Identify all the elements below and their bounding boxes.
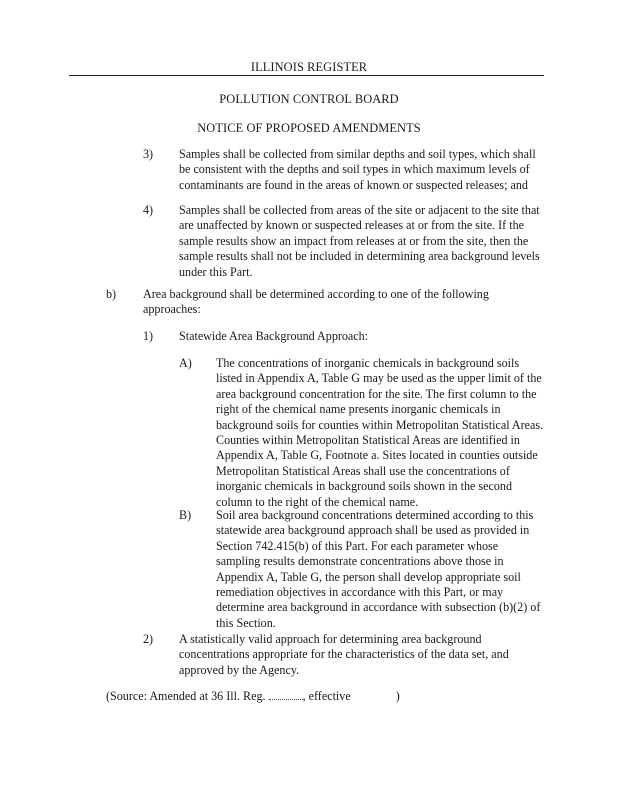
board-title: POLLUTION CONTROL BOARD (219, 92, 399, 106)
item-3-text (179, 147, 545, 193)
item-b2-number: 2) (143, 632, 154, 646)
item-b1A-number: A) (179, 356, 192, 370)
source-middle: , effective (302, 689, 351, 703)
item-b1B-text (216, 508, 544, 631)
item-b2-paragraph: A statistically valid approach for determining area background concentrations appropriate for the characteristics of the data set, and approved by the Agency. (179, 632, 509, 677)
register-title: ILLINOIS REGISTER (250, 60, 368, 74)
notice-title: NOTICE OF PROPOSED AMENDMENTS (197, 121, 421, 135)
item-b1-text (179, 329, 545, 344)
item-4-paragraph: Samples shall be collected from areas of the site or adjacent to the site that are unaffected by known or suspected releases at or from the site. If the sample results show an impact from releases at or from the site, then the sample results shall not be included in determining area background levels under this Part. (179, 203, 540, 279)
item-4-number: 4) (143, 203, 154, 217)
source-prefix: (Source: Amended at 36 Ill. Reg. (106, 689, 266, 703)
item-b1A-text (216, 356, 544, 510)
item-3-paragraph: Samples shall be collected from similar depths and soil types, which shall be consistent with the depths and soil types in which maximum levels of contaminants are found in the areas of known or suspected releases; and (179, 147, 536, 192)
item-4-text (179, 203, 545, 280)
subsection-b-number: b) (106, 287, 117, 301)
source-suffix: ) (395, 689, 400, 703)
header-rule (69, 75, 544, 76)
item-b1B-paragraph: Soil area background concentrations determined according to this statewide area background approach shall be used as provided in Section 742.415(b) of this Part. For each parameter whose sampling results demonstrate concentrations above those in Appendix A, Table G, the person shall develop appropriate soil remediation objectives in accordance with this Part, or may determine area background in accordance with subsection (b)(2) of this Section. (216, 508, 541, 630)
item-b1-paragraph: Statewide Area Background Approach: (179, 329, 369, 343)
subsection-b-paragraph: Area background shall be determined according to one of the following approaches: (143, 287, 489, 317)
item-b1-number: 1) (143, 329, 154, 343)
register-page-blank (269, 699, 303, 700)
item-b2-text (179, 632, 519, 678)
subsection-b-text (143, 287, 513, 318)
item-3-number: 3) (143, 147, 154, 161)
item-b1B-number: B) (179, 508, 192, 522)
source-note (106, 689, 526, 704)
item-b1A-paragraph: The concentrations of inorganic chemicals in background soils listed in Appendix A, Table G may be used as the upper limit of the area background concentration for the site. The first column to the right of the chemical name presents inorganic chemicals in background soils for counties within Metropolitan Statistical Areas. Counties within Metropolitan Statistical Areas are identified in Appendix A, Table G, Footnote a. Sites located in counties outside Metropolitan Statistical Areas shall use the concentrations of inorganic chemicals in background soils shown in the second column to the right of the chemical name. (216, 356, 544, 509)
